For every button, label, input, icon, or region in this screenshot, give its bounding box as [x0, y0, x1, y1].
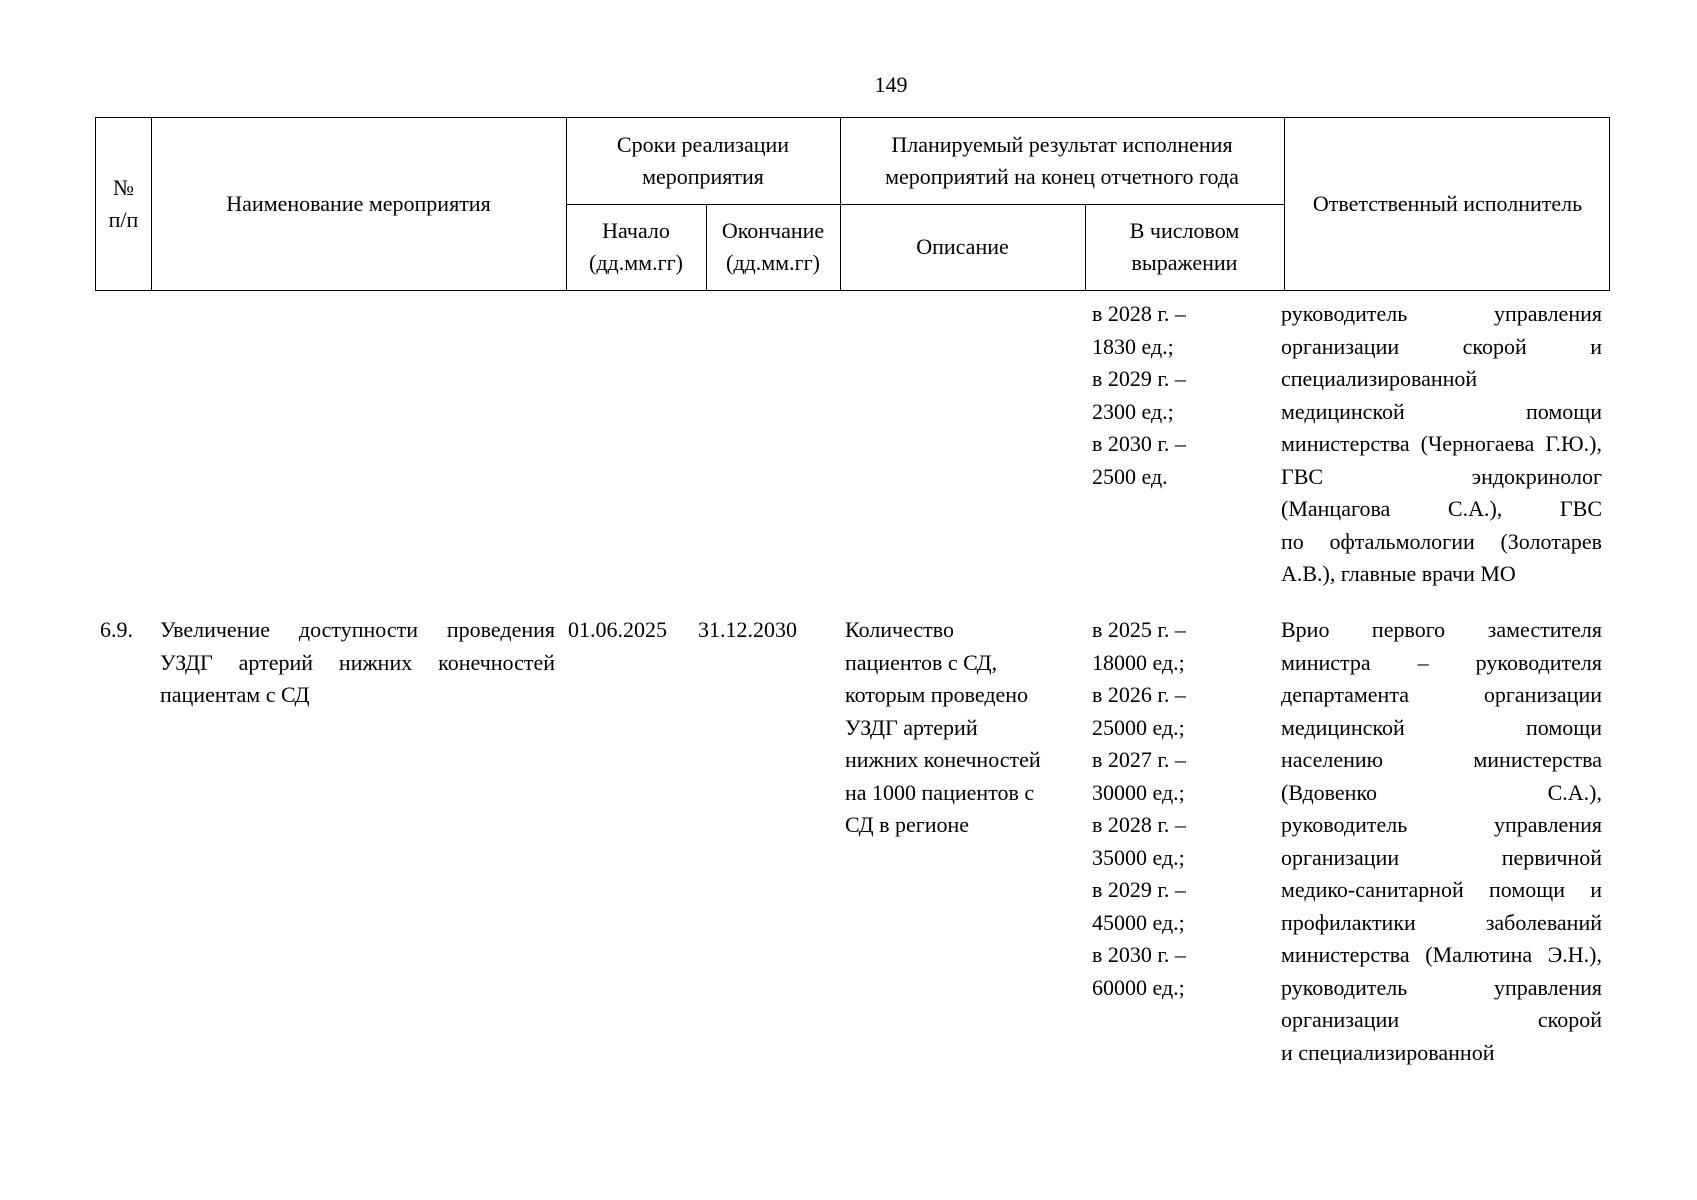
page-number: 149 — [874, 72, 908, 97]
header-planned-result: Планируемый результат исполнения мероприятий на конец отчетного года — [885, 132, 1239, 189]
row-numeric-values: в 2025 г. – 18000 ед.; в 2026 г. – 25000 ед.; в 2027 г. – 30000 ед.; в 2028 г. – 35000 ед.; в 2029 г. – 45000 ед.; в 2030 г. – 60000 ед.; — [1092, 617, 1186, 1000]
row-start-date: 01.06.2025 — [568, 617, 667, 642]
row-description: Количество пациентов с СД, которым проведено УЗДГ артерий нижних конечностей на 1000 пациентов с СД в регионе — [845, 617, 1041, 837]
header-event-name: Наименование мероприятия — [226, 191, 491, 216]
table-header — [95, 117, 1610, 291]
header-terms: Сроки реализации мероприятия — [616, 132, 790, 189]
row-responsible: Врио первого заместителя министра – руководителя департамента организации медицинской помощи населению министерства (Вдовенко С.А.), руководитель управления организации первичной медико-санитарной помощи и профилактики заболеваний министерства (Малютина Э.Н.), руководитель управления организации скорой и специализированной — [1281, 617, 1602, 1065]
row-number: 6.9. — [100, 617, 133, 642]
row-continuation-responsible: руководитель управления организации скорой и специализированной медицинской помощи министерства (Черногаева Г.Ю.), ГВС эндокринолог (Манцагова С.А.), ГВС по офтальмологии (Золотарев А.В.), главные врачи МО — [1281, 301, 1602, 586]
header-numeric: В числовом выражении — [1129, 218, 1240, 275]
header-description: Описание — [916, 234, 1009, 259]
row-end-date: 31.12.2030 — [698, 617, 797, 642]
row-continuation-numeric: в 2028 г. – 1830 ед.; в 2029 г. – 2300 ед.; в 2030 г. – 2500 ед. — [1092, 301, 1186, 489]
row-event-name: Увеличение доступности проведения УЗДГ артерий нижних конечностей пациентам с СД — [160, 617, 555, 707]
header-end: Окончание (дд.мм.гг) — [721, 218, 825, 275]
header-start: Начало (дд.мм.гг) — [589, 218, 683, 275]
header-number: № п/п — [108, 175, 139, 232]
header-responsible: Ответственный исполнитель — [1312, 191, 1583, 216]
